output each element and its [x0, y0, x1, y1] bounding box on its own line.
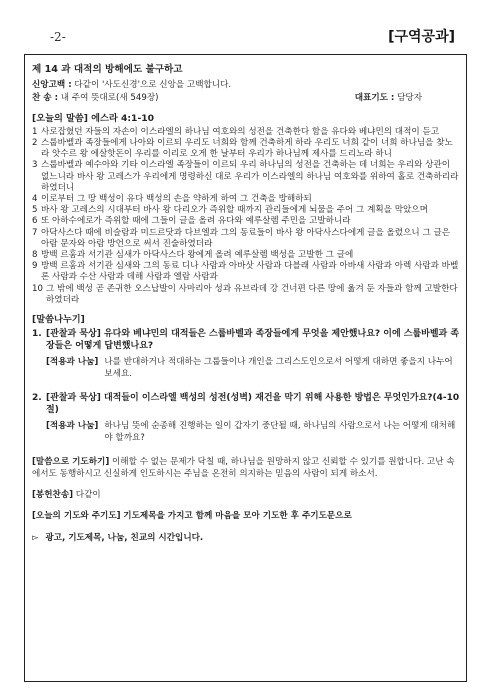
verse-text: 방백 르훔과 서기관 심새가 아닥사스다 왕에게 올려 예루살렘 백성을 고발한 그 글에 — [41, 250, 354, 261]
apply-text: 나를 반대하거나 적대하는 그룹들이나 개인을 그리스도인으로서 어떻게 대하면 좋을지 나누어 보세요. — [104, 357, 453, 380]
question-number: 2. — [32, 393, 42, 404]
page-number: -2- — [50, 30, 66, 44]
question-text: [관찰과 묵상] 유다와 베냐민의 대적들은 스룹바벨과 족장들에게 무엇을 제안했나요? 이에 스룹바벨과 족장들은 어떻게 답변했나요? — [46, 329, 460, 352]
verse-list — [32, 127, 460, 306]
apply-label: [적용과 나눔] — [46, 357, 99, 368]
verse-text: 또 아하수에로가 즉위할 때에 그들이 글을 올려 유다와 예루살렘 주민을 고발하니라 — [41, 216, 351, 227]
verse-text: 스룹바벨과 예수아와 기타 이스라엘 족장들이 이르되 우리 하나님의 성전을 건축하는 데 너희는 우리와 상관이 없느니라 바사 왕 고레스가 우리에게 명령하신 대로 우리가 이스라엘의 하나님 여호와를 위하여 홀로 건축하리라 하였더니 — [41, 160, 459, 193]
verse-item — [32, 205, 460, 216]
verse-text: 스룹바벨과 족장들에게 나아와 이르되 우리도 너희와 함께 건축하게 하라 우리도 너희 같이 너희 하나님을 찾노라 앗수르 왕 에살핫돈이 우리를 이리로 오게 한 날부터 우리가 하나님께 제사를 드리노라 하니 — [41, 138, 453, 160]
verse-item — [32, 250, 460, 261]
hymn-label: 찬 송 : — [32, 93, 59, 104]
verse-number: 6 — [32, 216, 38, 227]
verse-number: 1 — [32, 126, 38, 137]
verse-number: 5 — [32, 205, 38, 216]
verse-text: 아닥사스다 때에 비슬람과 미드르닷과 다브엘과 그의 동료들이 바사 왕 아닥사스다에게 글을 올렸으니 그 글은 아람 문자와 아람 방언으로 써서 진술하였더라 — [41, 227, 451, 249]
footer-note — [32, 533, 460, 544]
verse-item — [32, 138, 460, 160]
word-prayer-label: [말씀으로 기도하기] — [32, 457, 110, 468]
rep-prayer-label: 대표기도 : — [354, 93, 395, 104]
verse-item — [32, 216, 460, 227]
rep-prayer-text: 담당자 — [397, 93, 422, 104]
verse-item — [32, 194, 460, 205]
verse-number: 8 — [32, 250, 38, 261]
verse-item — [32, 261, 460, 283]
verse-number: 4 — [32, 194, 38, 205]
arrow-icon: ▻ — [32, 532, 39, 543]
word-prayer — [32, 456, 460, 480]
scripture-heading: [오늘의 말씀] 에스라 4:1-10 — [32, 112, 155, 124]
offering-hymn — [32, 490, 460, 501]
verse-item — [32, 284, 460, 306]
section-title: [구역공과] — [388, 29, 455, 45]
offering-label: [봉헌찬송] — [32, 490, 74, 501]
question-item — [32, 328, 460, 352]
page-header — [36, 26, 455, 48]
verse-number: 2 — [32, 138, 38, 149]
creed-text: 다같이 '사도신경'으로 신앙을 고백합니다. — [74, 80, 232, 91]
verse-number: 3 — [32, 160, 38, 171]
question-text: [관찰과 묵상] 대적들이 이스라엘 백성의 성전(성벽) 재건을 막기 위해 사용한 방법은 무엇인가요?(4-10절) — [46, 393, 460, 416]
lesson-content — [32, 64, 460, 554]
hymn-prayer-row — [32, 93, 460, 104]
apply-item — [46, 420, 460, 444]
verse-text: 이로부터 그 땅 백성이 유다 백성의 손을 약하게 하여 그 건축을 방해하되 — [41, 194, 312, 205]
verse-text: 바사 왕 고레스의 시대부터 바사 왕 다리오가 즉위할 때까지 관리들에게 뇌물을 주어 그 계획을 막았으며 — [41, 205, 428, 216]
offering-text: 다같이 — [75, 490, 101, 501]
footer-text: 광고, 기도제목, 나눔, 친교의 시간입니다. — [45, 532, 204, 543]
question-number: 1. — [32, 329, 42, 340]
verse-number: 10 — [32, 283, 43, 294]
closing-prayer — [32, 511, 460, 522]
hymn-text: 내 주여 뜻대로(새 549장) — [60, 93, 159, 104]
verse-text: 사로잡혔던 자들의 자손이 이스라엘의 하나님 여호와의 성전을 건축한다 함을 유다와 베냐민의 대적이 듣고 — [41, 126, 440, 137]
closing-prayer-label: [오늘의 기도와 주기도] — [32, 511, 121, 522]
verse-text: 방백 르훔과 서기관 심새와 그의 동료 디나 사람과 아바삿 사람과 다블래 사람과 아바새 사람과 아렉 사람과 바벨론 사람과 수산 사람과 데해 사람과 엘람 사람과 — [41, 261, 459, 283]
discussion-heading: [말씀나누기] — [32, 314, 85, 326]
lesson-title: 제 14 과 대적의 방해에도 불구하고 — [32, 64, 183, 75]
apply-text: 하나님 뜻에 순종해 진행하는 일이 갑자기 중단될 때, 하나님의 사람으로서 나는 어떻게 대처해야 할까요? — [104, 421, 456, 444]
verse-item — [32, 160, 460, 194]
apply-label: [적용과 나눔] — [46, 421, 99, 432]
verse-number: 7 — [32, 227, 38, 238]
apply-item — [46, 356, 460, 380]
verse-number: 9 — [32, 261, 38, 272]
closing-prayer-text: 기도제목을 가지고 함께 마음을 모아 기도한 후 주기도문으로 — [123, 511, 352, 522]
question-item — [32, 392, 460, 416]
verse-item — [32, 127, 460, 138]
verse-text: 그 밖에 백성 곧 존귀한 오스납발이 사마리아 성과 유브라데 강 건너편 다른 땅에 옮겨 둔 자들과 함께 고발한다 하였더라 — [46, 283, 458, 305]
creed-label: 신앙고백 : — [32, 80, 72, 91]
creed-row — [32, 80, 460, 91]
word-prayer-text: 이해할 수 없는 문제가 닥칠 때, 하나님을 원망하지 않고 신뢰할 수 있기를 원합니다. 고난 속에서도 동행하시고 신실하게 인도하시는 주님을 온전히 의지하는 믿음의 사람이 되게 하소서. — [32, 457, 455, 480]
verse-item — [32, 228, 460, 250]
